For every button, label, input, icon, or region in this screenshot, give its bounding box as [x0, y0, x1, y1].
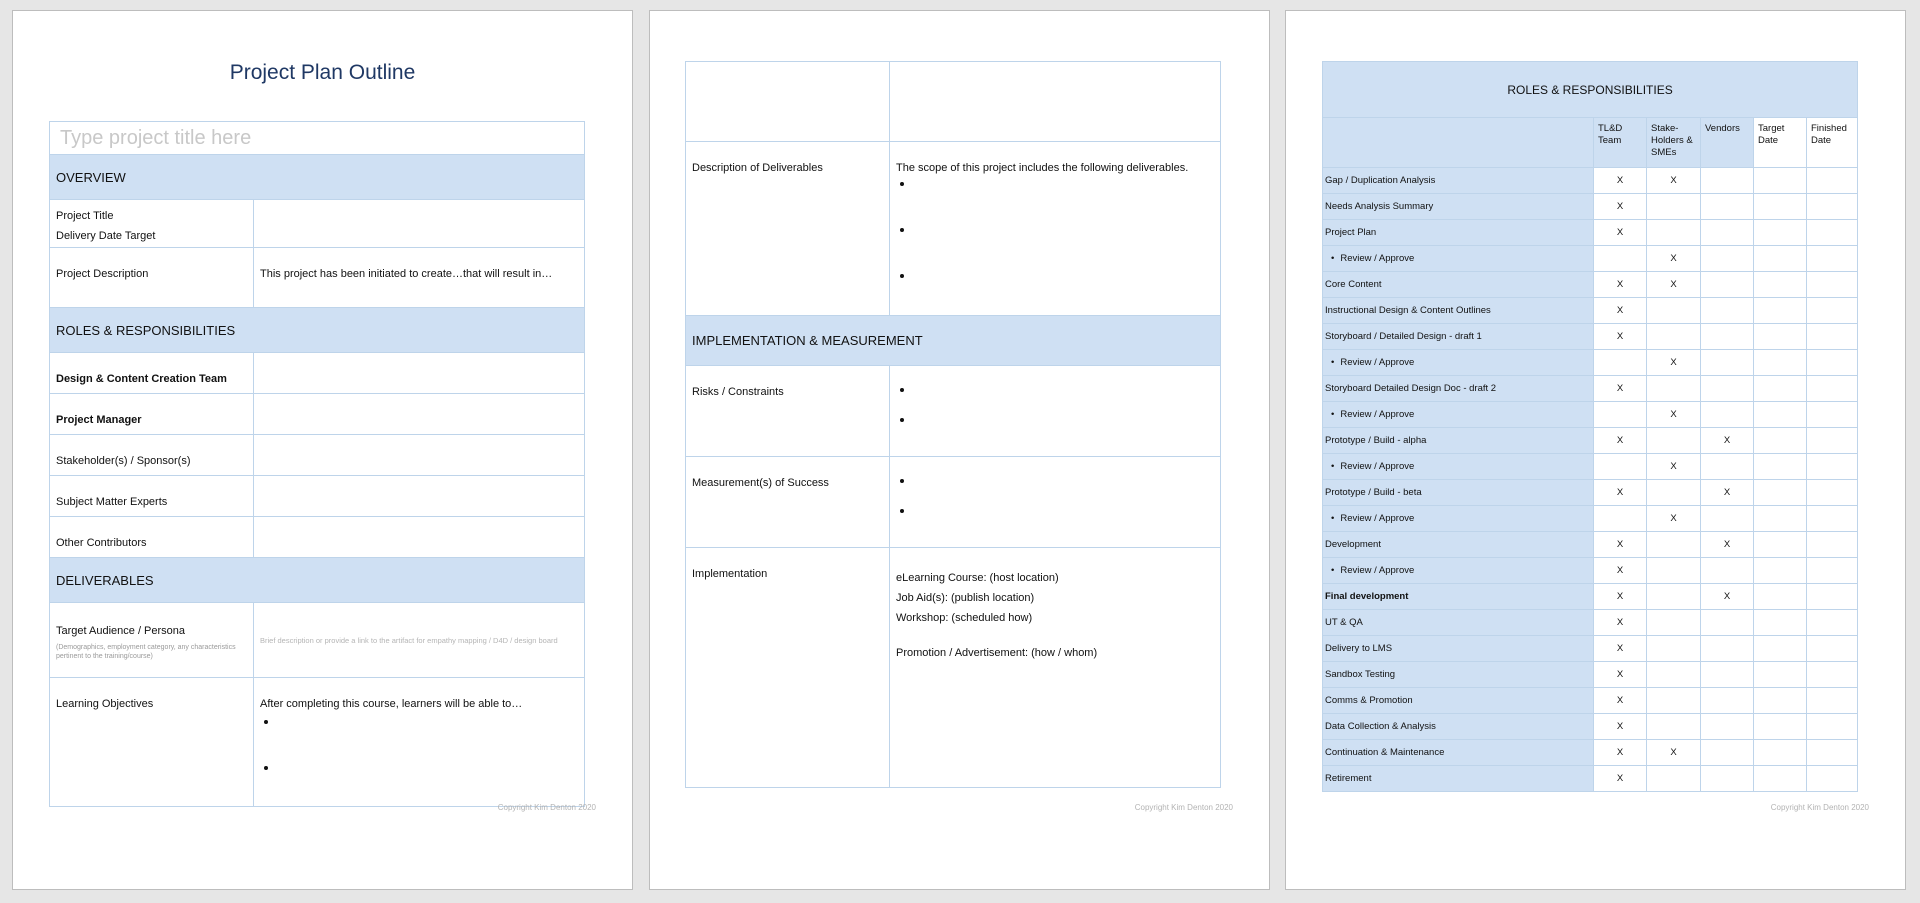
- deliverables-cell[interactable]: [890, 142, 1221, 316]
- matrix-task-label: [1323, 584, 1594, 610]
- matrix-mark-cell[interactable]: [1807, 766, 1858, 792]
- matrix-mark-cell[interactable]: X: [1594, 636, 1647, 662]
- document-page-2: [649, 10, 1270, 890]
- task-name: Final development: [1325, 591, 1409, 602]
- matrix-mark-cell[interactable]: [1647, 324, 1701, 350]
- column-header-tld-team: TL&D Team: [1594, 118, 1647, 168]
- matrix-row: [1323, 532, 1858, 558]
- matrix-mark-cell[interactable]: [1754, 298, 1807, 324]
- matrix-row: [1323, 298, 1858, 324]
- objectives-bullet-list: [260, 714, 578, 806]
- matrix-task-label: [1323, 220, 1594, 246]
- task-name: Retirement: [1325, 773, 1372, 784]
- matrix-mark-cell[interactable]: [1647, 298, 1701, 324]
- matrix-mark-cell[interactable]: [1701, 558, 1754, 584]
- matrix-mark-cell[interactable]: [1754, 194, 1807, 220]
- matrix-mark-cell[interactable]: [1807, 298, 1858, 324]
- task-name: Prototype / Build - alpha: [1325, 435, 1427, 446]
- task-name: Needs Analysis Summary: [1325, 201, 1434, 212]
- task-name: • Review / Approve: [1325, 409, 1414, 420]
- matrix-mark-cell[interactable]: [1807, 324, 1858, 350]
- bullet-item[interactable]: [914, 503, 1214, 523]
- matrix-row: [1323, 350, 1858, 376]
- matrix-mark-cell[interactable]: X: [1701, 428, 1754, 454]
- matrix-mark-cell[interactable]: [1807, 168, 1858, 194]
- matrix-task-label: [1323, 714, 1594, 740]
- matrix-mark-cell[interactable]: [1807, 636, 1858, 662]
- matrix-task-label: [1323, 168, 1594, 194]
- matrix-mark-cell[interactable]: [1647, 220, 1701, 246]
- column-header-vendors: Vendors: [1701, 118, 1754, 168]
- matrix-mark-cell[interactable]: [1701, 688, 1754, 714]
- matrix-mark-cell[interactable]: [1647, 194, 1701, 220]
- matrix-row: [1323, 662, 1858, 688]
- matrix-mark-cell[interactable]: [1807, 688, 1858, 714]
- matrix-mark-cell[interactable]: [1754, 636, 1807, 662]
- matrix-mark-cell[interactable]: X: [1701, 584, 1754, 610]
- matrix-mark-cell[interactable]: X: [1594, 766, 1647, 792]
- document-page-1: [12, 10, 633, 890]
- learning-objectives-intro: After completing this course, learners will be able to…: [260, 698, 523, 710]
- matrix-task-label: [1323, 636, 1594, 662]
- role-value-cell[interactable]: [254, 394, 585, 435]
- copyright-footer: Copyright Kim Denton 2020: [497, 803, 596, 812]
- bullet-item[interactable]: [914, 473, 1214, 503]
- role-label-other-contributors: Other Contributors: [50, 517, 254, 558]
- bullet-item[interactable]: [278, 714, 578, 760]
- implementation-label: Implementation: [686, 548, 890, 788]
- matrix-task-label: [1323, 558, 1594, 584]
- matrix-mark-cell[interactable]: [1594, 454, 1647, 480]
- matrix-row: [1323, 402, 1858, 428]
- matrix-mark-cell[interactable]: [1594, 506, 1647, 532]
- matrix-mark-cell[interactable]: X: [1647, 740, 1701, 766]
- matrix-mark-cell[interactable]: [1594, 350, 1647, 376]
- matrix-mark-cell[interactable]: X: [1594, 168, 1647, 194]
- role-label-smes: Subject Matter Experts: [50, 476, 254, 517]
- matrix-mark-cell[interactable]: [1807, 454, 1858, 480]
- delivery-date-label: Delivery Date Target: [56, 230, 156, 242]
- matrix-mark-cell[interactable]: [1701, 610, 1754, 636]
- role-value-cell[interactable]: [254, 476, 585, 517]
- matrix-mark-cell[interactable]: [1701, 402, 1754, 428]
- matrix-mark-cell[interactable]: [1754, 558, 1807, 584]
- matrix-mark-cell[interactable]: [1647, 714, 1701, 740]
- matrix-mark-cell[interactable]: [1754, 350, 1807, 376]
- matrix-mark-cell[interactable]: [1701, 506, 1754, 532]
- column-header-target-date: Target Date: [1754, 118, 1807, 168]
- matrix-mark-cell[interactable]: X: [1594, 272, 1647, 298]
- matrix-mark-cell[interactable]: [1701, 298, 1754, 324]
- matrix-mark-cell[interactable]: [1701, 714, 1754, 740]
- task-name: Data Collection & Analysis: [1325, 721, 1436, 732]
- task-name: Instructional Design & Content Outlines: [1325, 305, 1491, 316]
- column-header-finished-date: Finished Date: [1807, 118, 1858, 168]
- risks-cell[interactable]: [890, 366, 1221, 457]
- matrix-mark-cell[interactable]: [1594, 246, 1647, 272]
- matrix-mark-cell[interactable]: [1754, 324, 1807, 350]
- task-name: Sandbox Testing: [1325, 669, 1396, 680]
- matrix-mark-cell[interactable]: X: [1594, 480, 1647, 506]
- task-name: Core Content: [1325, 279, 1382, 290]
- matrix-mark-cell[interactable]: X: [1647, 350, 1701, 376]
- matrix-mark-cell[interactable]: X: [1594, 298, 1647, 324]
- bullet-item[interactable]: [914, 268, 1214, 288]
- matrix-row: [1323, 272, 1858, 298]
- matrix-mark-cell[interactable]: X: [1647, 246, 1701, 272]
- task-name: Development: [1325, 539, 1381, 550]
- matrix-row: [1323, 766, 1858, 792]
- matrix-mark-cell[interactable]: [1647, 480, 1701, 506]
- role-label-project-manager: Project Manager: [50, 394, 254, 435]
- matrix-mark-cell[interactable]: [1754, 688, 1807, 714]
- matrix-mark-cell[interactable]: [1701, 220, 1754, 246]
- implementation-line-job-aids: Job Aid(s): (publish location): [896, 592, 1035, 604]
- task-name: • Review / Approve: [1325, 461, 1414, 472]
- description-of-deliverables-label: Description of Deliverables: [686, 142, 890, 316]
- matrix-task-label: [1323, 350, 1594, 376]
- matrix-mark-cell[interactable]: [1807, 740, 1858, 766]
- matrix-row: [1323, 168, 1858, 194]
- implementation-line-promotion: Promotion / Advertisement: (how / whom): [896, 647, 1098, 659]
- task-name: • Review / Approve: [1325, 565, 1414, 576]
- matrix-mark-cell[interactable]: [1701, 350, 1754, 376]
- matrix-mark-cell[interactable]: X: [1701, 480, 1754, 506]
- matrix-mark-cell[interactable]: [1754, 610, 1807, 636]
- matrix-mark-cell[interactable]: X: [1594, 610, 1647, 636]
- matrix-task-label: [1323, 402, 1594, 428]
- matrix-row: [1323, 376, 1858, 402]
- matrix-mark-cell[interactable]: X: [1594, 714, 1647, 740]
- matrix-mark-cell[interactable]: [1807, 246, 1858, 272]
- measurement-cell[interactable]: [890, 457, 1221, 548]
- task-name: • Review / Approve: [1325, 513, 1414, 524]
- task-name: Delivery to LMS: [1325, 643, 1393, 654]
- matrix-mark-cell[interactable]: [1754, 428, 1807, 454]
- matrix-mark-cell[interactable]: [1647, 558, 1701, 584]
- section-heading-deliverables: DELIVERABLES: [50, 558, 585, 603]
- bullet-item[interactable]: [914, 176, 1214, 222]
- matrix-mark-cell[interactable]: [1807, 220, 1858, 246]
- matrix-mark-cell[interactable]: [1807, 194, 1858, 220]
- matrix-mark-cell[interactable]: X: [1594, 662, 1647, 688]
- matrix-mark-cell[interactable]: X: [1647, 272, 1701, 298]
- project-title-label: Project Title: [56, 210, 114, 222]
- section-heading-roles: ROLES & RESPONSIBILITIES: [50, 308, 585, 353]
- matrix-mark-cell[interactable]: [1701, 168, 1754, 194]
- matrix-mark-cell[interactable]: X: [1594, 740, 1647, 766]
- matrix-task-label: [1323, 480, 1594, 506]
- role-label-design-team: Design & Content Creation Team: [50, 353, 254, 394]
- target-audience-hint[interactable]: Brief description or provide a link to the artifact for empathy mapping / D4D / design board: [254, 603, 585, 678]
- task-name: Comms & Promotion: [1325, 695, 1413, 706]
- bullet-item[interactable]: [914, 412, 1214, 432]
- matrix-mark-cell[interactable]: [1647, 636, 1701, 662]
- matrix-row: [1323, 220, 1858, 246]
- matrix-mark-cell[interactable]: [1807, 662, 1858, 688]
- role-value-cell[interactable]: [254, 435, 585, 476]
- matrix-mark-cell[interactable]: [1647, 428, 1701, 454]
- matrix-mark-cell[interactable]: [1807, 584, 1858, 610]
- matrix-row: [1323, 194, 1858, 220]
- bullet-item[interactable]: [278, 760, 578, 806]
- matrix-mark-cell[interactable]: [1807, 558, 1858, 584]
- matrix-mark-cell[interactable]: X: [1594, 688, 1647, 714]
- matrix-mark-cell[interactable]: [1701, 246, 1754, 272]
- matrix-mark-cell[interactable]: X: [1647, 506, 1701, 532]
- matrix-row: [1323, 480, 1858, 506]
- matrix-mark-cell[interactable]: X: [1701, 532, 1754, 558]
- matrix-mark-cell[interactable]: [1754, 766, 1807, 792]
- matrix-mark-cell[interactable]: [1807, 506, 1858, 532]
- bullet-item[interactable]: [914, 382, 1214, 412]
- matrix-mark-cell[interactable]: [1754, 246, 1807, 272]
- matrix-mark-cell[interactable]: [1701, 636, 1754, 662]
- column-header-stakeholders: Stake-Holders & SMEs: [1647, 118, 1701, 168]
- matrix-row: [1323, 584, 1858, 610]
- matrix-mark-cell[interactable]: X: [1647, 402, 1701, 428]
- empty-cell[interactable]: [890, 62, 1221, 142]
- document-page-3: [1285, 10, 1906, 890]
- matrix-mark-cell[interactable]: [1807, 480, 1858, 506]
- matrix-mark-cell[interactable]: [1701, 662, 1754, 688]
- project-overview-table: [49, 121, 585, 807]
- matrix-mark-cell[interactable]: [1754, 714, 1807, 740]
- matrix-mark-cell[interactable]: [1754, 376, 1807, 402]
- measurement-of-success-label: Measurement(s) of Success: [686, 457, 890, 548]
- implementation-line-elearning: eLearning Course: (host location): [896, 572, 1059, 584]
- deliverables-bullet-list: [896, 176, 1214, 288]
- matrix-mark-cell[interactable]: X: [1594, 584, 1647, 610]
- matrix-row: [1323, 246, 1858, 272]
- section-heading-overview: OVERVIEW: [50, 155, 585, 200]
- matrix-task-label: [1323, 662, 1594, 688]
- section-heading-implementation: IMPLEMENTATION & MEASUREMENT: [686, 316, 1221, 366]
- matrix-row: [1323, 688, 1858, 714]
- matrix-mark-cell[interactable]: [1754, 168, 1807, 194]
- matrix-mark-cell[interactable]: [1807, 532, 1858, 558]
- deliverables-implementation-table: [685, 61, 1221, 788]
- matrix-task-label: [1323, 272, 1594, 298]
- matrix-mark-cell[interactable]: [1647, 688, 1701, 714]
- matrix-mark-cell[interactable]: [1647, 766, 1701, 792]
- matrix-task-label: [1323, 688, 1594, 714]
- bullet-item[interactable]: [914, 222, 1214, 268]
- matrix-mark-cell[interactable]: [1647, 610, 1701, 636]
- matrix-task-label: [1323, 610, 1594, 636]
- matrix-mark-cell[interactable]: [1807, 610, 1858, 636]
- task-name: Gap / Duplication Analysis: [1325, 175, 1436, 186]
- matrix-mark-cell[interactable]: [1807, 272, 1858, 298]
- matrix-mark-cell[interactable]: X: [1594, 220, 1647, 246]
- matrix-task-label: [1323, 428, 1594, 454]
- matrix-mark-cell[interactable]: [1754, 402, 1807, 428]
- task-name: Storyboard / Detailed Design - draft 1: [1325, 331, 1482, 342]
- matrix-row: [1323, 324, 1858, 350]
- matrix-mark-cell[interactable]: X: [1594, 376, 1647, 402]
- copyright-footer: Copyright Kim Denton 2020: [1134, 803, 1233, 812]
- matrix-row: [1323, 740, 1858, 766]
- matrix-mark-cell[interactable]: [1701, 194, 1754, 220]
- matrix-mark-cell[interactable]: [1647, 532, 1701, 558]
- matrix-row: [1323, 610, 1858, 636]
- matrix-mark-cell[interactable]: [1647, 584, 1701, 610]
- matrix-mark-cell[interactable]: [1701, 740, 1754, 766]
- matrix-mark-cell[interactable]: [1647, 662, 1701, 688]
- matrix-mark-cell[interactable]: X: [1594, 194, 1647, 220]
- project-title-value-cell[interactable]: [254, 200, 585, 248]
- matrix-mark-cell[interactable]: [1754, 740, 1807, 766]
- project-description-value[interactable]: This project has been initiated to create…that will result in…: [254, 248, 585, 308]
- matrix-mark-cell[interactable]: [1807, 402, 1858, 428]
- matrix-mark-cell[interactable]: X: [1647, 168, 1701, 194]
- implementation-cell[interactable]: [890, 548, 1221, 788]
- empty-cell[interactable]: [686, 62, 890, 142]
- matrix-mark-cell[interactable]: [1807, 350, 1858, 376]
- role-value-cell[interactable]: [254, 517, 585, 558]
- target-audience-label: Target Audience / Persona: [56, 625, 186, 637]
- task-name: UT & QA: [1325, 617, 1363, 628]
- matrix-task-label: [1323, 532, 1594, 558]
- copyright-footer: Copyright Kim Denton 2020: [1770, 803, 1869, 812]
- matrix-mark-cell[interactable]: [1701, 376, 1754, 402]
- matrix-title: ROLES & RESPONSIBILITIES: [1323, 62, 1858, 118]
- matrix-mark-cell[interactable]: [1701, 272, 1754, 298]
- task-name: Continuation & Maintenance: [1325, 747, 1445, 758]
- risks-bullet-list: [896, 382, 1214, 432]
- matrix-mark-cell[interactable]: [1754, 662, 1807, 688]
- risks-constraints-label: Risks / Constraints: [686, 366, 890, 457]
- matrix-mark-cell[interactable]: [1754, 480, 1807, 506]
- matrix-mark-cell[interactable]: [1701, 324, 1754, 350]
- matrix-mark-cell[interactable]: [1594, 402, 1647, 428]
- matrix-task-label: [1323, 740, 1594, 766]
- matrix-mark-cell[interactable]: [1701, 454, 1754, 480]
- matrix-corner-cell: [1323, 118, 1594, 168]
- target-audience-note: (Demographics, employment category, any characteristics pertinent to the training/course): [56, 644, 236, 661]
- matrix-mark-cell[interactable]: [1754, 584, 1807, 610]
- learning-objectives-cell[interactable]: [254, 678, 585, 807]
- matrix-row: [1323, 506, 1858, 532]
- matrix-mark-cell[interactable]: [1754, 532, 1807, 558]
- matrix-task-label: [1323, 194, 1594, 220]
- matrix-mark-cell[interactable]: X: [1647, 454, 1701, 480]
- matrix-mark-cell[interactable]: X: [1594, 324, 1647, 350]
- matrix-mark-cell[interactable]: [1807, 428, 1858, 454]
- matrix-mark-cell[interactable]: [1701, 766, 1754, 792]
- matrix-row: [1323, 714, 1858, 740]
- deliverables-intro: The scope of this project includes the following deliverables.: [896, 162, 1189, 174]
- matrix-row: [1323, 454, 1858, 480]
- learning-objectives-label: Learning Objectives: [50, 678, 254, 807]
- task-name: • Review / Approve: [1325, 357, 1414, 368]
- implementation-line-workshop: Workshop: (scheduled how): [896, 612, 1033, 624]
- matrix-task-label: [1323, 766, 1594, 792]
- project-description-label: Project Description: [50, 248, 254, 308]
- matrix-mark-cell[interactable]: [1754, 220, 1807, 246]
- matrix-mark-cell[interactable]: X: [1594, 558, 1647, 584]
- matrix-task-label: [1323, 376, 1594, 402]
- role-label-stakeholders: Stakeholder(s) / Sponsor(s): [50, 435, 254, 476]
- project-title-input[interactable]: Type project title here: [50, 122, 585, 155]
- role-value-cell[interactable]: [254, 353, 585, 394]
- matrix-mark-cell[interactable]: [1754, 272, 1807, 298]
- matrix-mark-cell[interactable]: X: [1594, 532, 1647, 558]
- matrix-row: [1323, 558, 1858, 584]
- task-name: Prototype / Build - beta: [1325, 487, 1422, 498]
- task-name: • Review / Approve: [1325, 253, 1414, 264]
- roles-responsibilities-matrix: [1322, 61, 1858, 792]
- task-name: Storyboard Detailed Design Doc - draft 2: [1325, 383, 1497, 394]
- task-name: Project Plan: [1325, 227, 1377, 238]
- matrix-task-label: [1323, 246, 1594, 272]
- matrix-task-label: [1323, 454, 1594, 480]
- matrix-row: [1323, 428, 1858, 454]
- matrix-mark-cell[interactable]: [1754, 454, 1807, 480]
- page-title: Project Plan Outline: [229, 61, 416, 84]
- matrix-mark-cell[interactable]: [1647, 376, 1701, 402]
- matrix-task-label: [1323, 506, 1594, 532]
- matrix-mark-cell[interactable]: [1807, 714, 1858, 740]
- matrix-mark-cell[interactable]: X: [1594, 428, 1647, 454]
- measurement-bullet-list: [896, 473, 1214, 523]
- matrix-task-label: [1323, 298, 1594, 324]
- matrix-mark-cell[interactable]: [1754, 506, 1807, 532]
- matrix-mark-cell[interactable]: [1807, 376, 1858, 402]
- matrix-row: [1323, 636, 1858, 662]
- matrix-task-label: [1323, 324, 1594, 350]
